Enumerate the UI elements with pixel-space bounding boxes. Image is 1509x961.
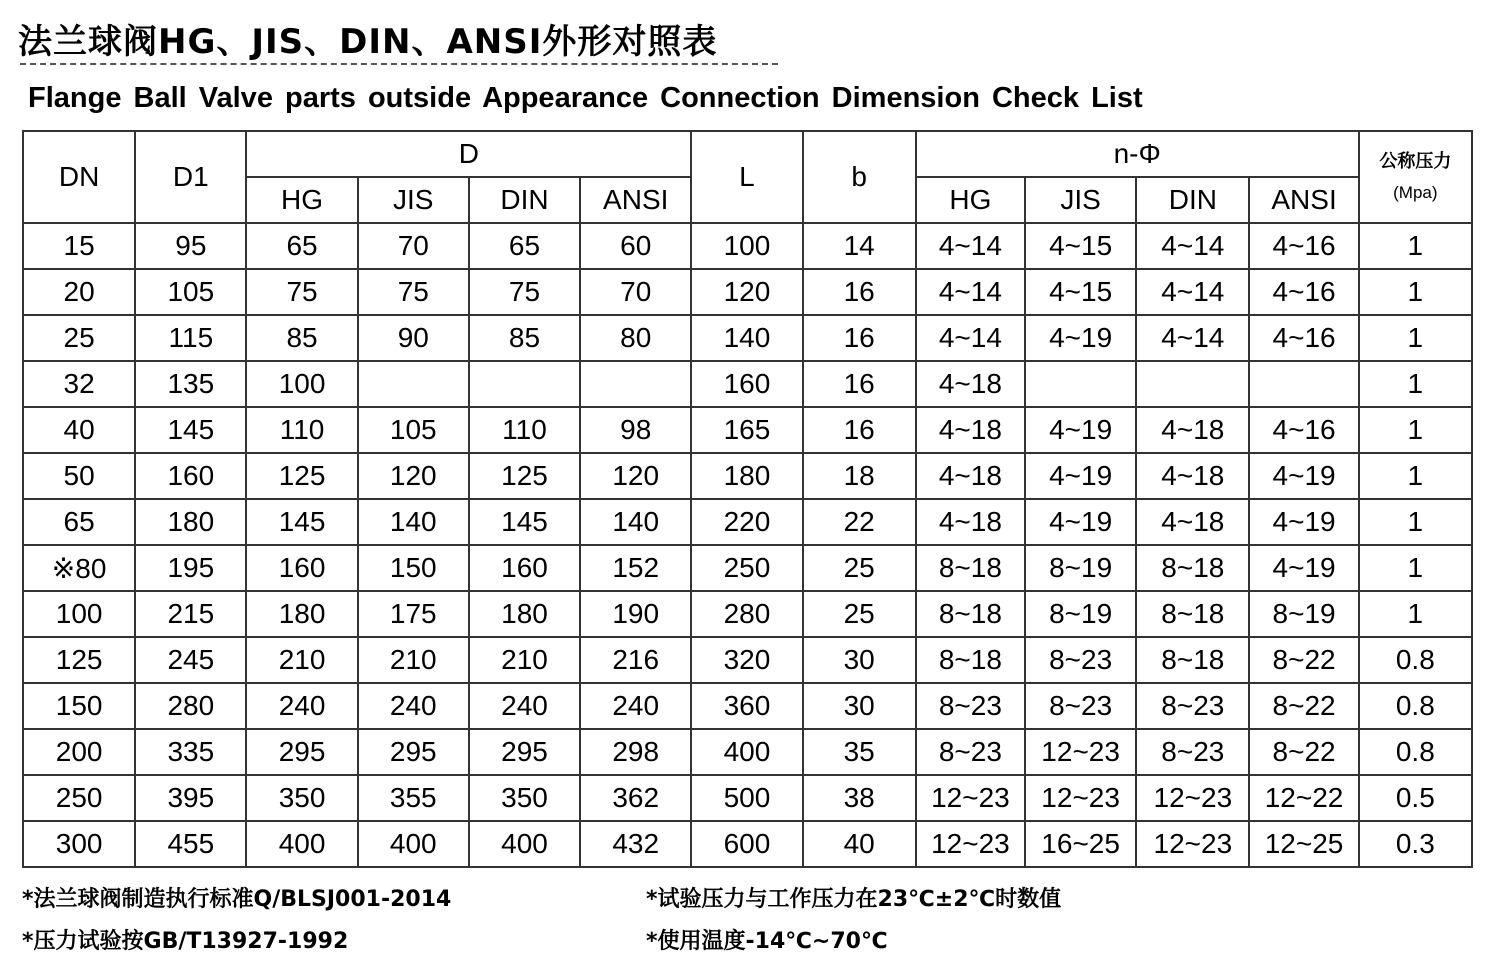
cell-b: 16 [803, 315, 916, 361]
cell-n-hg: 12~23 [916, 775, 1025, 821]
cell-d-din: 240 [469, 683, 580, 729]
cell-d1: 195 [135, 545, 246, 591]
cell-d-jis: 240 [358, 683, 469, 729]
note-test-condition: *试验压力与工作压力在23℃±2℃时数值 [646, 887, 1062, 912]
cell-d-din: 110 [469, 407, 580, 453]
cell-d-jis: 70 [358, 223, 469, 269]
cell-n-jis: 8~19 [1025, 591, 1136, 637]
page-title: 法兰球阀HG、JIS、DIN、ANSI外形对照表 [18, 22, 718, 62]
cell-n-jis: 8~23 [1025, 637, 1136, 683]
table-row [23, 453, 1472, 499]
cell-n-hg: 4~18 [916, 361, 1025, 407]
cell-pressure: 0.8 [1359, 637, 1472, 683]
cell-n-din: 12~23 [1136, 821, 1249, 867]
cell-d-ansi: 190 [580, 591, 691, 637]
note-temperature: *使用温度-14℃~70℃ [646, 929, 888, 954]
table-row [23, 407, 1472, 453]
cell-b: 25 [803, 545, 916, 591]
cell-n-hg: 8~18 [916, 591, 1025, 637]
table-row [23, 683, 1472, 729]
cell-n-hg: 4~18 [916, 453, 1025, 499]
cell-n-ansi: 8~22 [1249, 637, 1358, 683]
table-row [23, 821, 1472, 867]
cell-n-jis: 8~23 [1025, 683, 1136, 729]
cell-pressure: 1 [1359, 453, 1472, 499]
cell-n-ansi: 12~25 [1249, 821, 1358, 867]
cell-n-ansi: 4~16 [1249, 407, 1358, 453]
table-row [23, 315, 1472, 361]
cell-pressure: 1 [1359, 269, 1472, 315]
cell-d-hg: 125 [246, 453, 357, 499]
cell-d-jis: 90 [358, 315, 469, 361]
cell-l: 100 [691, 223, 802, 269]
cell-n-jis: 4~19 [1025, 407, 1136, 453]
cell-d-jis: 150 [358, 545, 469, 591]
cell-n-din: 4~14 [1136, 223, 1249, 269]
cell-dn: 125 [23, 637, 135, 683]
cell-d-hg: 350 [246, 775, 357, 821]
cell-n-din: 4~14 [1136, 269, 1249, 315]
cell-d-ansi: 152 [580, 545, 691, 591]
cell-dn: 15 [23, 223, 135, 269]
cell-n-jis: 4~19 [1025, 453, 1136, 499]
cell-n-din: 4~18 [1136, 453, 1249, 499]
cell-pressure: 1 [1359, 499, 1472, 545]
cell-d-ansi: 298 [580, 729, 691, 775]
header-n-phi: n-Φ [916, 131, 1359, 177]
cell-d-din: 160 [469, 545, 580, 591]
header-n-din: DIN [1136, 177, 1249, 223]
cell-d-hg: 100 [246, 361, 357, 407]
cell-n-ansi: 8~22 [1249, 683, 1358, 729]
cell-d-ansi [580, 361, 691, 407]
cell-n-jis: 8~19 [1025, 545, 1136, 591]
note-pressure-test: *压力试验按GB/T13927-1992 [22, 929, 349, 954]
cell-n-jis: 4~19 [1025, 315, 1136, 361]
cell-d1: 105 [135, 269, 246, 315]
cell-d1: 455 [135, 821, 246, 867]
cell-d1: 180 [135, 499, 246, 545]
cell-d-ansi: 120 [580, 453, 691, 499]
header-l: L [691, 131, 802, 223]
cell-d-ansi: 80 [580, 315, 691, 361]
cell-d-din: 400 [469, 821, 580, 867]
cell-b: 25 [803, 591, 916, 637]
cell-n-ansi: 4~19 [1249, 545, 1358, 591]
cell-n-ansi: 4~16 [1249, 223, 1358, 269]
cell-pressure: 1 [1359, 591, 1472, 637]
table-row [23, 545, 1472, 591]
cell-pressure: 1 [1359, 223, 1472, 269]
cell-d-hg: 85 [246, 315, 357, 361]
header-n-ansi: ANSI [1249, 177, 1358, 223]
cell-b: 14 [803, 223, 916, 269]
cell-dn: 25 [23, 315, 135, 361]
cell-dn: 32 [23, 361, 135, 407]
cell-pressure: 1 [1359, 361, 1472, 407]
cell-l: 400 [691, 729, 802, 775]
cell-b: 38 [803, 775, 916, 821]
cell-l: 320 [691, 637, 802, 683]
cell-d-hg: 240 [246, 683, 357, 729]
cell-n-din: 4~14 [1136, 315, 1249, 361]
title-divider [20, 63, 778, 65]
cell-d-jis: 75 [358, 269, 469, 315]
cell-n-hg: 4~14 [916, 315, 1025, 361]
cell-n-din: 8~23 [1136, 729, 1249, 775]
header-n-hg: HG [916, 177, 1025, 223]
cell-dn: 50 [23, 453, 135, 499]
cell-n-hg: 8~18 [916, 545, 1025, 591]
cell-n-ansi: 8~22 [1249, 729, 1358, 775]
header-d-din: DIN [469, 177, 580, 223]
cell-n-ansi: 4~19 [1249, 453, 1358, 499]
cell-n-jis: 4~19 [1025, 499, 1136, 545]
cell-n-hg: 8~23 [916, 729, 1025, 775]
cell-dn: 100 [23, 591, 135, 637]
cell-d-ansi: 216 [580, 637, 691, 683]
cell-n-din: 8~18 [1136, 545, 1249, 591]
header-pressure-label: 公称压力 [1379, 151, 1452, 171]
cell-dn: 150 [23, 683, 135, 729]
cell-dn: 40 [23, 407, 135, 453]
header-d-hg: HG [246, 177, 357, 223]
header-d1: D1 [135, 131, 246, 223]
cell-d1: 395 [135, 775, 246, 821]
cell-d-hg: 110 [246, 407, 357, 453]
cell-l: 280 [691, 591, 802, 637]
header-pressure-unit: (Mpa) [1393, 183, 1438, 202]
table-row [23, 499, 1472, 545]
cell-n-din: 4~18 [1136, 499, 1249, 545]
cell-n-din: 8~23 [1136, 683, 1249, 729]
cell-d-din [469, 361, 580, 407]
cell-n-hg: 4~18 [916, 407, 1025, 453]
cell-l: 500 [691, 775, 802, 821]
cell-d-hg: 295 [246, 729, 357, 775]
cell-d-hg: 400 [246, 821, 357, 867]
header-d-ansi: ANSI [580, 177, 691, 223]
cell-n-jis: 12~23 [1025, 729, 1136, 775]
cell-d1: 135 [135, 361, 246, 407]
header-n-jis: JIS [1025, 177, 1136, 223]
cell-n-ansi: 4~16 [1249, 269, 1358, 315]
cell-d-jis: 105 [358, 407, 469, 453]
cell-l: 360 [691, 683, 802, 729]
cell-n-hg: 8~18 [916, 637, 1025, 683]
cell-d1: 145 [135, 407, 246, 453]
cell-n-din: 8~18 [1136, 637, 1249, 683]
header-dn: DN [23, 131, 135, 223]
cell-n-jis: 4~15 [1025, 269, 1136, 315]
cell-n-din: 12~23 [1136, 775, 1249, 821]
header-d: D [246, 131, 691, 177]
cell-dn: 300 [23, 821, 135, 867]
cell-d1: 280 [135, 683, 246, 729]
cell-d1: 335 [135, 729, 246, 775]
cell-n-hg: 4~14 [916, 269, 1025, 315]
cell-dn: 20 [23, 269, 135, 315]
table-row [23, 729, 1472, 775]
cell-n-ansi: 12~22 [1249, 775, 1358, 821]
table-row [23, 775, 1472, 821]
cell-b: 30 [803, 683, 916, 729]
cell-d-hg: 160 [246, 545, 357, 591]
cell-n-jis: 4~15 [1025, 223, 1136, 269]
cell-n-din: 8~18 [1136, 591, 1249, 637]
cell-d1: 215 [135, 591, 246, 637]
cell-n-hg: 8~23 [916, 683, 1025, 729]
cell-b: 18 [803, 453, 916, 499]
cell-n-jis: 12~23 [1025, 775, 1136, 821]
cell-d-ansi: 98 [580, 407, 691, 453]
cell-d-ansi: 70 [580, 269, 691, 315]
cell-d-din: 180 [469, 591, 580, 637]
header-row-top [23, 131, 1472, 177]
cell-n-hg: 12~23 [916, 821, 1025, 867]
cell-d-jis: 400 [358, 821, 469, 867]
cell-d-jis: 175 [358, 591, 469, 637]
cell-d-jis: 120 [358, 453, 469, 499]
cell-d1: 245 [135, 637, 246, 683]
cell-l: 180 [691, 453, 802, 499]
cell-l: 140 [691, 315, 802, 361]
cell-b: 16 [803, 269, 916, 315]
cell-d-din: 350 [469, 775, 580, 821]
cell-n-din: 4~18 [1136, 407, 1249, 453]
cell-d-din: 145 [469, 499, 580, 545]
cell-b: 22 [803, 499, 916, 545]
cell-d-jis [358, 361, 469, 407]
cell-d-ansi: 362 [580, 775, 691, 821]
page-subtitle: Flange Ball Valve parts outside Appearance Connection Dimension Check List [28, 82, 1143, 114]
header-b: b [803, 131, 916, 223]
cell-n-hg: 4~18 [916, 499, 1025, 545]
cell-dn: 200 [23, 729, 135, 775]
cell-n-jis [1025, 361, 1136, 407]
cell-pressure: 1 [1359, 545, 1472, 591]
table-row [23, 361, 1472, 407]
cell-d-hg: 210 [246, 637, 357, 683]
cell-d-jis: 140 [358, 499, 469, 545]
cell-n-ansi [1249, 361, 1358, 407]
cell-pressure: 0.3 [1359, 821, 1472, 867]
cell-b: 40 [803, 821, 916, 867]
cell-dn: 65 [23, 499, 135, 545]
cell-d1: 115 [135, 315, 246, 361]
table-row [23, 637, 1472, 683]
cell-pressure: 0.8 [1359, 683, 1472, 729]
cell-b: 35 [803, 729, 916, 775]
cell-l: 250 [691, 545, 802, 591]
note-standard: *法兰球阀制造执行标准Q/BLSJ001-2014 [22, 887, 452, 912]
cell-d-hg: 180 [246, 591, 357, 637]
cell-d-din: 85 [469, 315, 580, 361]
dimension-table [22, 130, 1473, 868]
cell-pressure: 1 [1359, 407, 1472, 453]
cell-d-din: 295 [469, 729, 580, 775]
cell-l: 600 [691, 821, 802, 867]
cell-d-ansi: 60 [580, 223, 691, 269]
cell-b: 16 [803, 361, 916, 407]
cell-d-hg: 65 [246, 223, 357, 269]
cell-l: 120 [691, 269, 802, 315]
cell-d-din: 75 [469, 269, 580, 315]
cell-l: 220 [691, 499, 802, 545]
cell-d-hg: 145 [246, 499, 357, 545]
cell-n-ansi: 8~19 [1249, 591, 1358, 637]
cell-d1: 95 [135, 223, 246, 269]
cell-b: 16 [803, 407, 916, 453]
cell-d-hg: 75 [246, 269, 357, 315]
header-d-jis: JIS [358, 177, 469, 223]
cell-d-jis: 210 [358, 637, 469, 683]
cell-d-din: 65 [469, 223, 580, 269]
cell-d-ansi: 432 [580, 821, 691, 867]
cell-d-ansi: 240 [580, 683, 691, 729]
cell-d1: 160 [135, 453, 246, 499]
cell-pressure: 0.5 [1359, 775, 1472, 821]
cell-dn: 250 [23, 775, 135, 821]
cell-n-din [1136, 361, 1249, 407]
cell-n-ansi: 4~19 [1249, 499, 1358, 545]
cell-b: 30 [803, 637, 916, 683]
table-row [23, 223, 1472, 269]
cell-l: 160 [691, 361, 802, 407]
table-row [23, 591, 1472, 637]
cell-d-ansi: 140 [580, 499, 691, 545]
cell-l: 165 [691, 407, 802, 453]
cell-n-hg: 4~14 [916, 223, 1025, 269]
header-nominal-pressure [1359, 131, 1472, 223]
cell-dn: ※80 [23, 545, 135, 591]
cell-d-din: 210 [469, 637, 580, 683]
cell-d-jis: 355 [358, 775, 469, 821]
cell-pressure: 0.8 [1359, 729, 1472, 775]
cell-pressure: 1 [1359, 315, 1472, 361]
table-row [23, 269, 1472, 315]
cell-d-jis: 295 [358, 729, 469, 775]
cell-n-jis: 16~25 [1025, 821, 1136, 867]
cell-d-din: 125 [469, 453, 580, 499]
cell-n-ansi: 4~16 [1249, 315, 1358, 361]
